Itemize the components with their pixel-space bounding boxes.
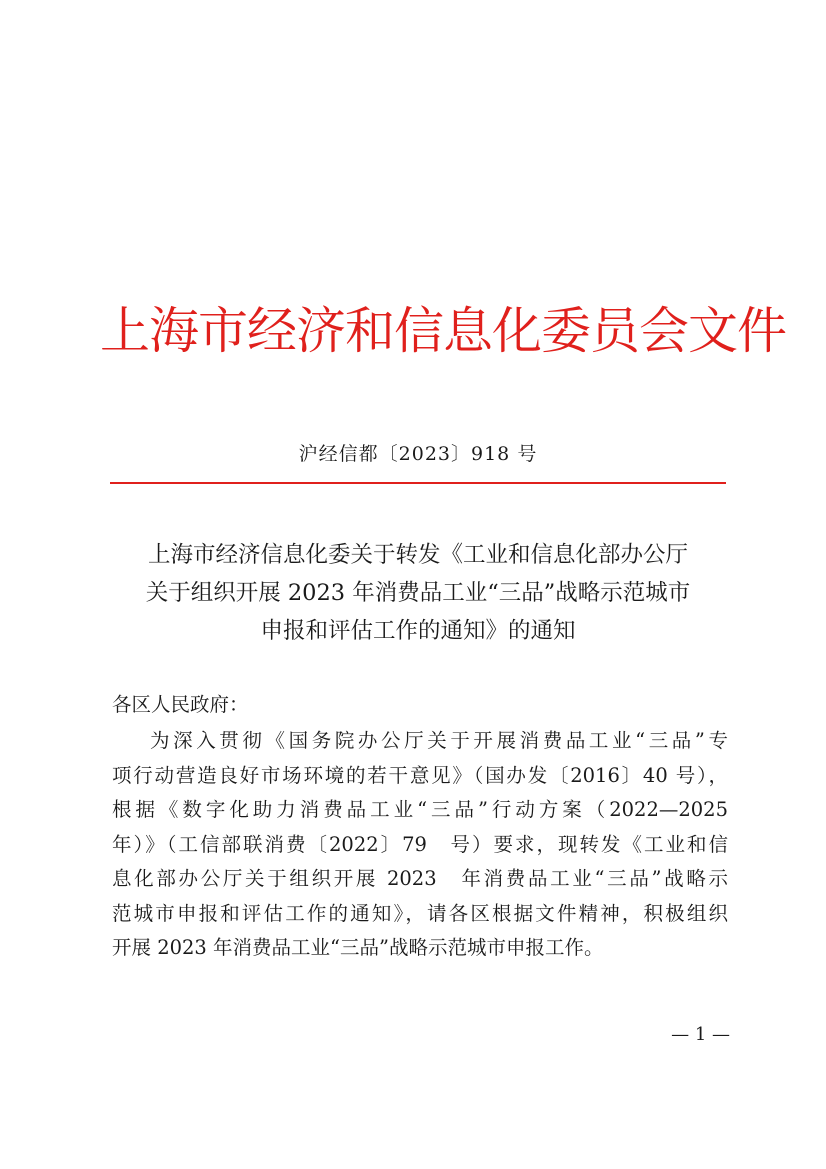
title-line-1: 上海市经济信息化委关于转发《工业和信息化部办公厅 (147, 542, 688, 568)
title-line-2: 关于组织开展 2023 年消费品工业“三品”战略示范城市 (145, 580, 691, 606)
title-line-3: 申报和评估工作的通知》的通知 (260, 618, 576, 644)
body-line-4: 年）》（工信部联消费〔2022〕79 号）要求，现转发《工业和信 (112, 832, 728, 856)
document-title (100, 536, 736, 650)
body-line-6: 范城市申报和评估工作的通知》，请各区根据文件精神，积极组织 (112, 901, 728, 925)
body-line-7: 开展 2023 年消费品工业“三品”战略示范城市申报工作。 (112, 936, 604, 959)
body-line-2: 项行动营造良好市场环境的若干意见》（国办发〔2016〕40 号）， (112, 763, 728, 787)
issuer-header: 上海市经济和信息化委员会文件 (100, 302, 786, 360)
body-paragraph (112, 724, 728, 966)
page-number: — 1 — (671, 1024, 730, 1045)
salutation: 各区人民政府： (112, 693, 249, 716)
body-line-1: 为深入贯彻《国务院办公厅关于开展消费品工业“三品”专 (150, 729, 728, 752)
red-divider-line (110, 482, 726, 484)
body-line-5: 息化部办公厅关于组织开展 2023 年消费品工业“三品”战略示 (112, 867, 728, 890)
body-line-3: 根据《数字化助力消费品工业“三品”行动方案（2022—2025 (112, 798, 728, 821)
document-number: 沪经信都〔2023〕918 号 (298, 443, 538, 465)
